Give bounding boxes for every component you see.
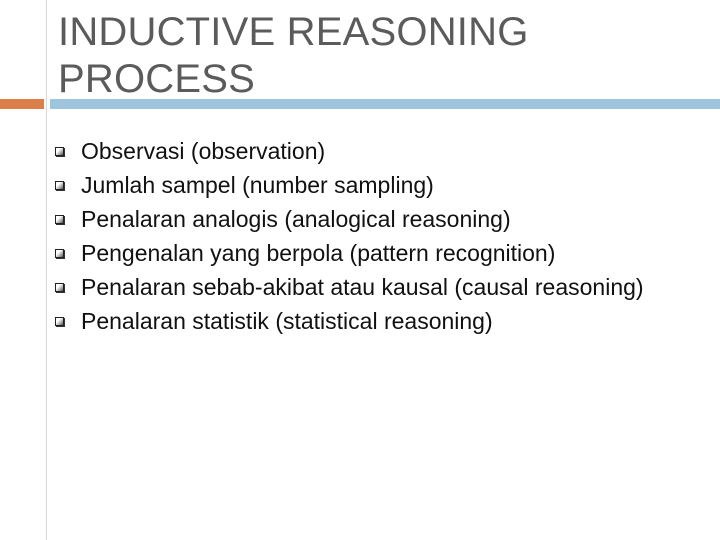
bullet-text: Observasi (observation) [81, 138, 326, 164]
list-item [55, 238, 705, 268]
accent-bar [0, 99, 44, 109]
bullet-text: Penalaran analogis (analogical reasoning) [81, 206, 511, 232]
checkbox-square-icon [55, 249, 64, 258]
bullet-text: Penalaran sebab-akibat atau kausal (causal reasoning) [81, 274, 644, 300]
checkbox-square-icon [55, 317, 64, 326]
list-item [55, 204, 705, 234]
list-item [55, 306, 705, 336]
list-item [55, 272, 705, 302]
list-item [55, 136, 705, 166]
checkbox-square-icon [55, 215, 64, 224]
checkbox-square-icon [55, 181, 64, 190]
slide-title: INDUCTIVE REASONING PROCESS [58, 10, 529, 101]
checkbox-square-icon [55, 147, 64, 156]
bullet-text: Jumlah sampel (number sampling) [81, 172, 434, 198]
bullet-text: Penalaran statistik (statistical reasoning) [81, 308, 493, 334]
list-item [55, 170, 705, 200]
bullet-list [55, 136, 705, 340]
left-vertical-rule [46, 0, 47, 540]
checkbox-square-icon [55, 283, 64, 292]
bullet-text: Pengenalan yang berpola (pattern recognition) [81, 240, 556, 266]
